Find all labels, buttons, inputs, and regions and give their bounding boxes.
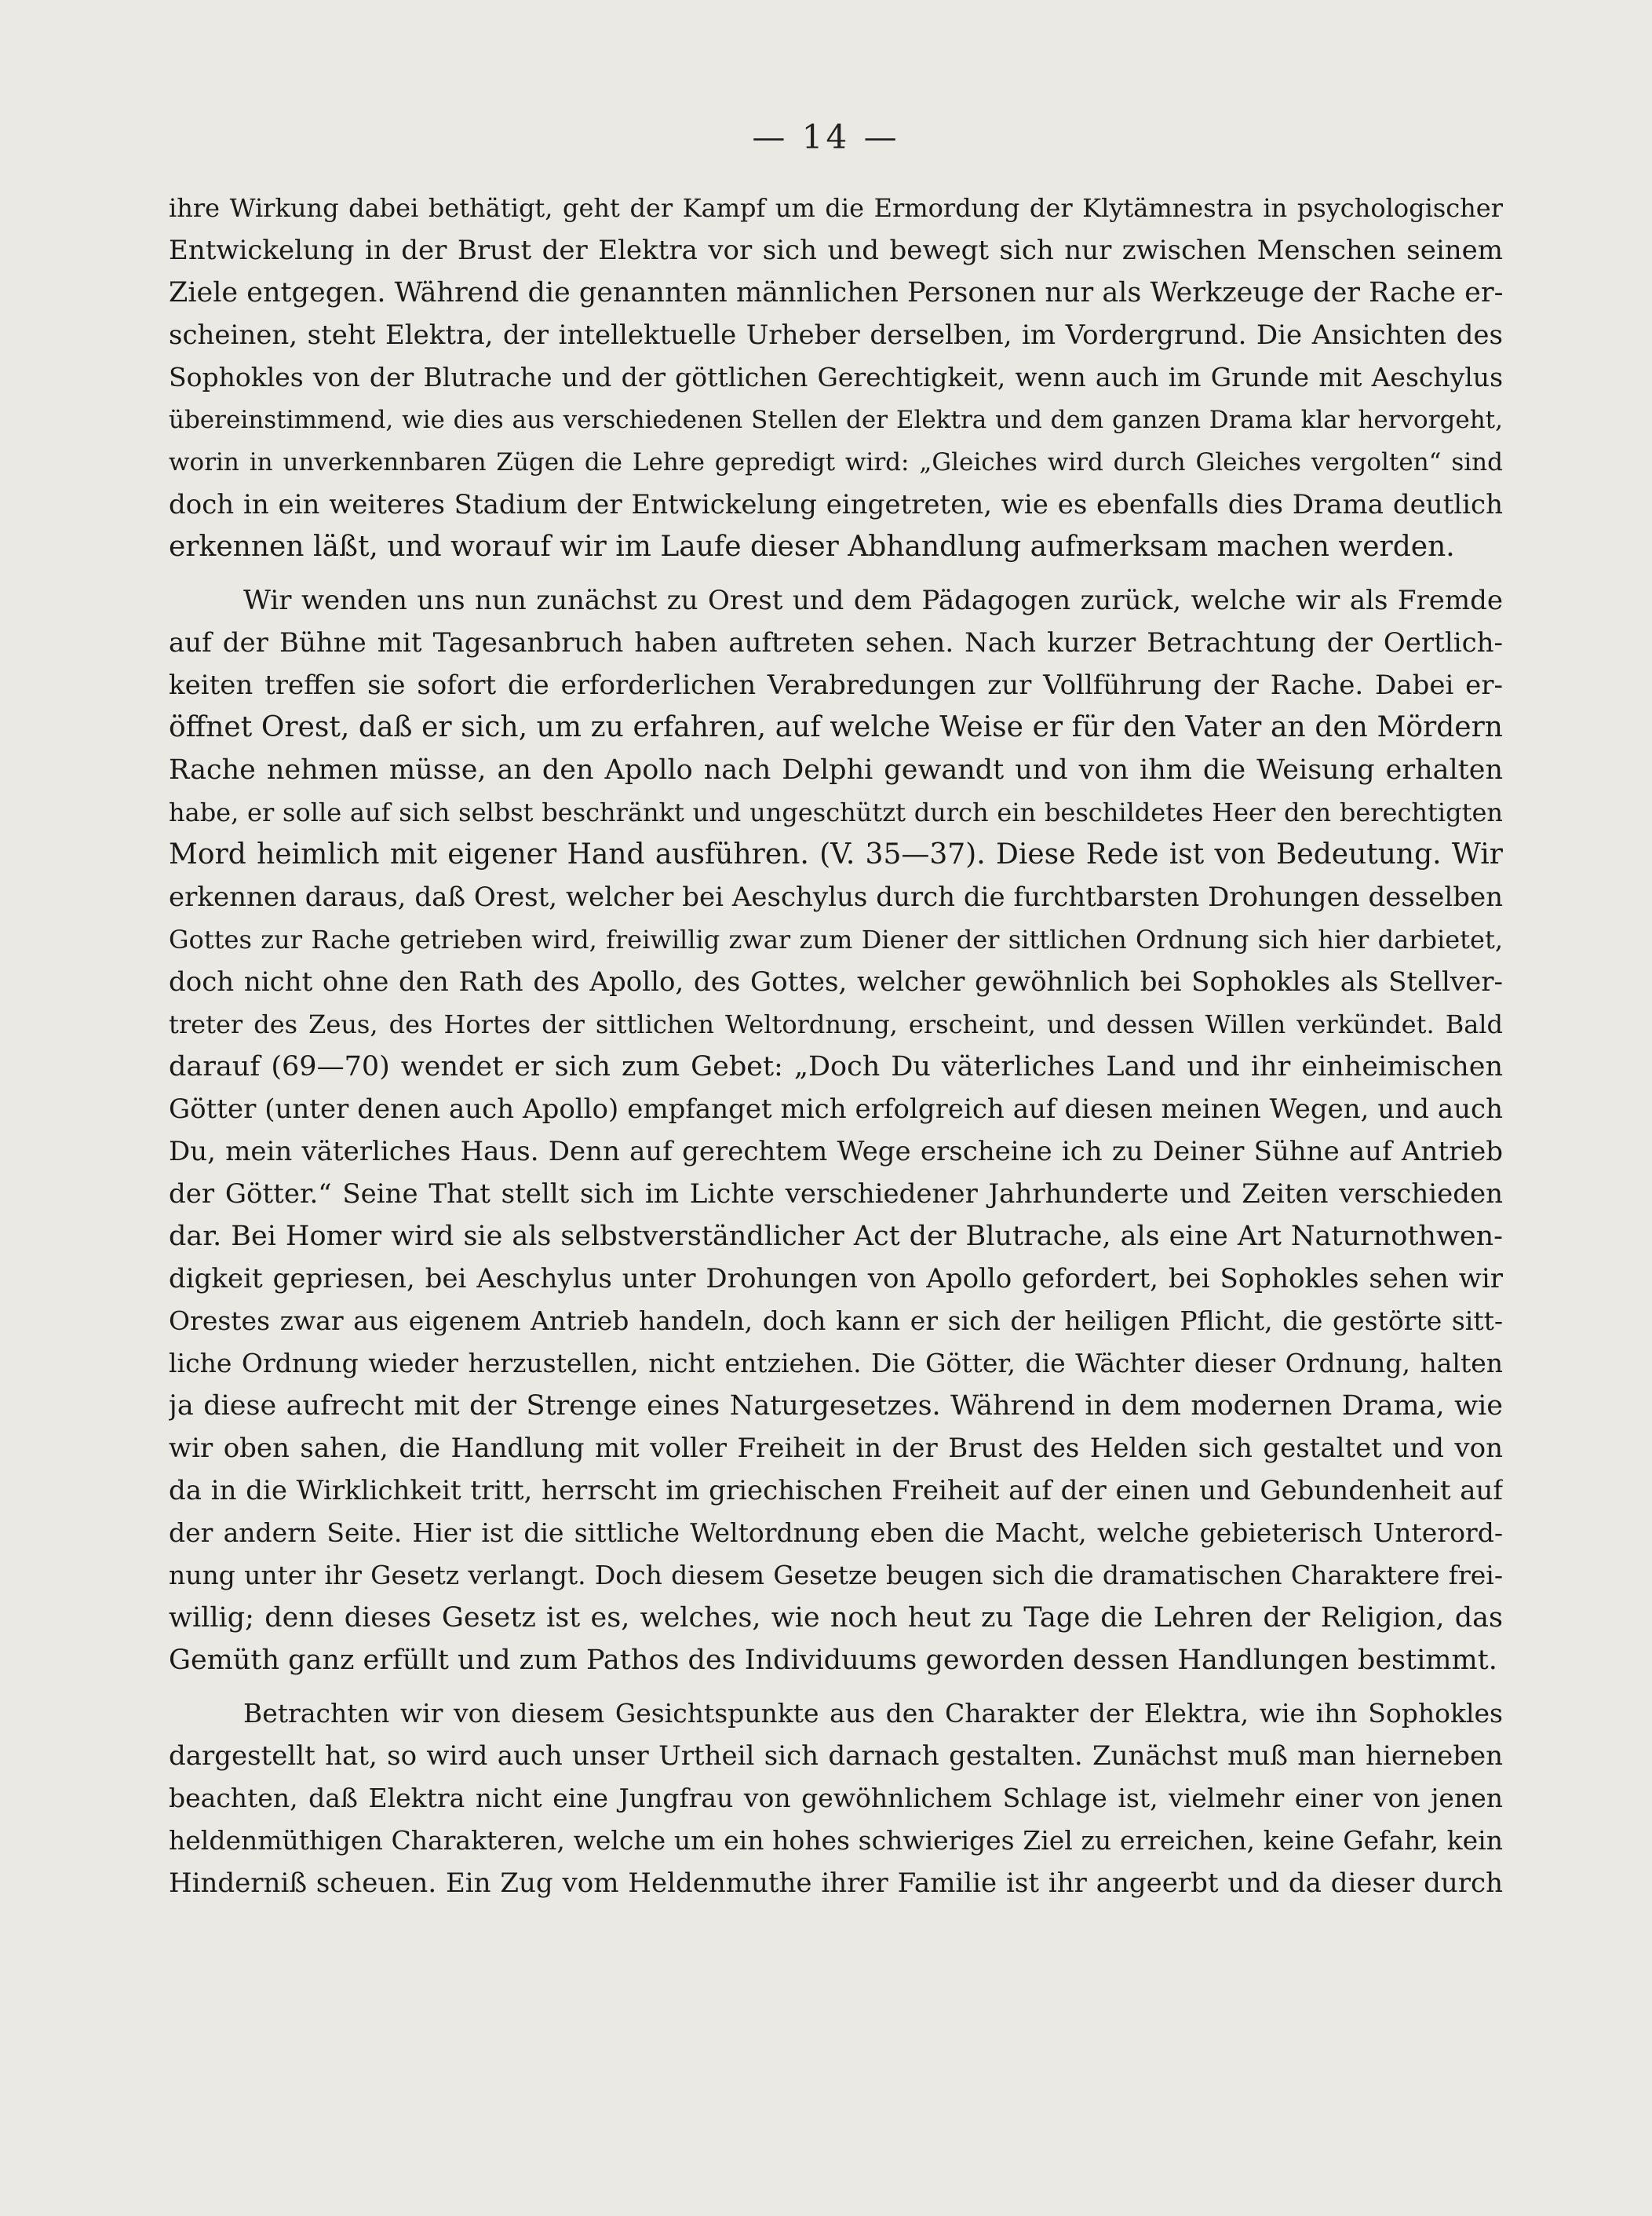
text-line: Mord heimlich mit eigener Hand ausführen. (V. 35—37). Diese Rede ist von Bedeutung. Wir bbox=[169, 838, 1503, 871]
text-line: Orestes zwar aus eigenem Antrieb handeln, doch kann er sich der heiligen Pflicht, die gestörte sitt- bbox=[169, 1305, 1503, 1336]
body-text bbox=[169, 187, 1503, 1904]
text-line: habe, er solle auf sich selbst beschränkt und ungeschützt durch ein beschildetes Heer den berechtigten bbox=[169, 798, 1503, 827]
text-line: digkeit gepriesen, bei Aeschylus unter Drohungen von Apollo gefordert, bei Sophokles sehen wir bbox=[169, 1263, 1503, 1294]
text-line: der andern Seite. Hier ist die sittliche Weltordnung eben die Macht, welche gebieterisch Unterord- bbox=[169, 1517, 1503, 1548]
text-line: wir oben sahen, die Handlung mit voller Freiheit in der Brust des Helden sich gestaltet und von bbox=[169, 1433, 1503, 1464]
text-line: treter des Zeus, des Hortes der sittlichen Weltordnung, erscheint, und dessen Willen verkündet. Bald bbox=[169, 1009, 1503, 1039]
text-line: übereinstimmend, wie dies aus verschiedenen Stellen der Elektra und dem ganzen Drama klar hervorgeht, bbox=[169, 406, 1503, 434]
text-line: der Götter.“ Seine That stellt sich im Lichte verschiedener Jahrhunderte und Zeiten verschieden bbox=[169, 1178, 1503, 1210]
text-line: dargestellt hat, so wird auch unser Urtheil sich darnach gestalten. Zunächst muß man hierneben bbox=[169, 1740, 1503, 1772]
text-line: darauf (69—70) wendet er sich zum Gebet: „Doch Du väterliches Land und ihr einheimischen bbox=[169, 1051, 1503, 1082]
paragraph-1 bbox=[169, 187, 1503, 568]
text-line: ja diese aufrecht mit der Strenge eines Naturgesetzes. Während in dem modernen Drama, wie bbox=[169, 1390, 1503, 1422]
text-line: heldenmüthigen Charakteren, welche um ein hohes schwieriges Ziel zu erreichen, keine Gefahr, kein bbox=[169, 1825, 1503, 1856]
text-line: erkennen läßt, und worauf wir im Laufe dieser Abhandlung aufmerksam machen werden. bbox=[169, 531, 1455, 563]
text-line: liche Ordnung wieder herzustellen, nicht entziehen. Die Götter, die Wächter dieser Ordnung, halten bbox=[169, 1348, 1503, 1378]
text-line: Rache nehmen müsse, an den Apollo nach Delphi gewandt und von ihm die Weisung erhalten bbox=[169, 754, 1503, 786]
text-line: Entwickelung in der Brust der Elektra vor sich und bewegt sich nur zwischen Menschen seinem bbox=[169, 235, 1503, 266]
text-line: ihre Wirkung dabei bethätigt, geht der Kampf um die Ermordung der Klytämnestra in psychologischer bbox=[169, 193, 1503, 223]
text-line: beachten, daß Elektra nicht eine Jungfrau von gewöhnlichem Schlage ist, vielmehr einer von jenen bbox=[169, 1783, 1503, 1813]
text-line: öffnet Orest, daß er sich, um zu erfahren, auf welche Weise er für den Vater an den Mördern bbox=[169, 711, 1503, 743]
page-number: — 14 — bbox=[752, 118, 900, 156]
text-line: doch in ein weiteres Stadium der Entwickelung eingetreten, wie es ebenfalls dies Drama deutlich bbox=[169, 489, 1503, 520]
text-line: willig; denn dieses Gesetz ist es, welches, wie noch heut zu Tage die Lehren der Religion, das bbox=[169, 1602, 1503, 1634]
text-line: erkennen daraus, daß Orest, welcher bei Aeschylus durch die furchtbarsten Drohungen desselben bbox=[169, 882, 1503, 913]
paragraph-2 bbox=[169, 579, 1503, 1681]
text-line: Götter (unter denen auch Apollo) empfanget mich erfolgreich auf diesen meinen Wegen, und auch bbox=[169, 1093, 1503, 1125]
text-line: Hinderniß scheuen. Ein Zug vom Heldenmuthe ihrer Familie ist ihr angeerbt und da dieser durch bbox=[169, 1867, 1503, 1899]
text-line: Wir wenden uns nun zunächst zu Orest und dem Pädagogen zurück, welche wir als Fremde bbox=[243, 585, 1503, 616]
text-line: Betrachten wir von diesem Gesichtspunkte aus den Charakter der Elektra, wie ihn Sophokles bbox=[243, 1698, 1503, 1729]
text-line: Ziele entgegen. Während die genannten männlichen Personen nur als Werkzeuge der Rache er- bbox=[169, 277, 1503, 308]
text-line: keiten treffen sie sofort die erforderlichen Verabredungen zur Vollführung der Rache. Dabei er- bbox=[169, 670, 1503, 701]
text-line: worin in unverkennbaren Zügen die Lehre gepredigt wird: „Gleiches wird durch Gleiches vergolten“ sind bbox=[169, 448, 1503, 476]
text-line: da in die Wirklichkeit tritt, herrscht im griechischen Freiheit auf der einen und Gebundenheit auf bbox=[169, 1475, 1503, 1506]
text-line: nung unter ihr Gesetz verlangt. Doch diesem Gesetze beugen sich die dramatischen Charaktere frei- bbox=[169, 1560, 1503, 1590]
text-line: Sophokles von der Blutrache und der göttlichen Gerechtigkeit, wenn auch im Grunde mit Aeschylus bbox=[169, 362, 1503, 392]
text-line: Du, mein väterliches Haus. Denn auf gerechtem Wege erscheine ich zu Deiner Sühne auf Antrieb bbox=[169, 1136, 1503, 1167]
text-line: Gottes zur Rache getrieben wird, freiwillig zwar zum Diener der sittlichen Ordnung sich hier darbietet, bbox=[169, 925, 1503, 955]
text-line: Gemüth ganz erfüllt und zum Pathos des Individuums geworden dessen Handlungen bestimmt. bbox=[169, 1645, 1497, 1676]
paragraph-3 bbox=[169, 1692, 1503, 1904]
text-line: doch nicht ohne den Rath des Apollo, des Gottes, welcher gewöhnlich bei Sophokles als Stellver- bbox=[169, 966, 1503, 998]
text-line: auf der Bühne mit Tagesanbruch haben auftreten sehen. Nach kurzer Betrachtung der Oertlich- bbox=[169, 627, 1503, 659]
text-line: scheinen, steht Elektra, der intellektuelle Urheber derselben, im Vordergrund. Die Ansichten des bbox=[169, 319, 1503, 351]
text-line: dar. Bei Homer wird sie als selbstverständlicher Act der Blutrache, als eine Art Naturnothwen- bbox=[169, 1221, 1503, 1252]
